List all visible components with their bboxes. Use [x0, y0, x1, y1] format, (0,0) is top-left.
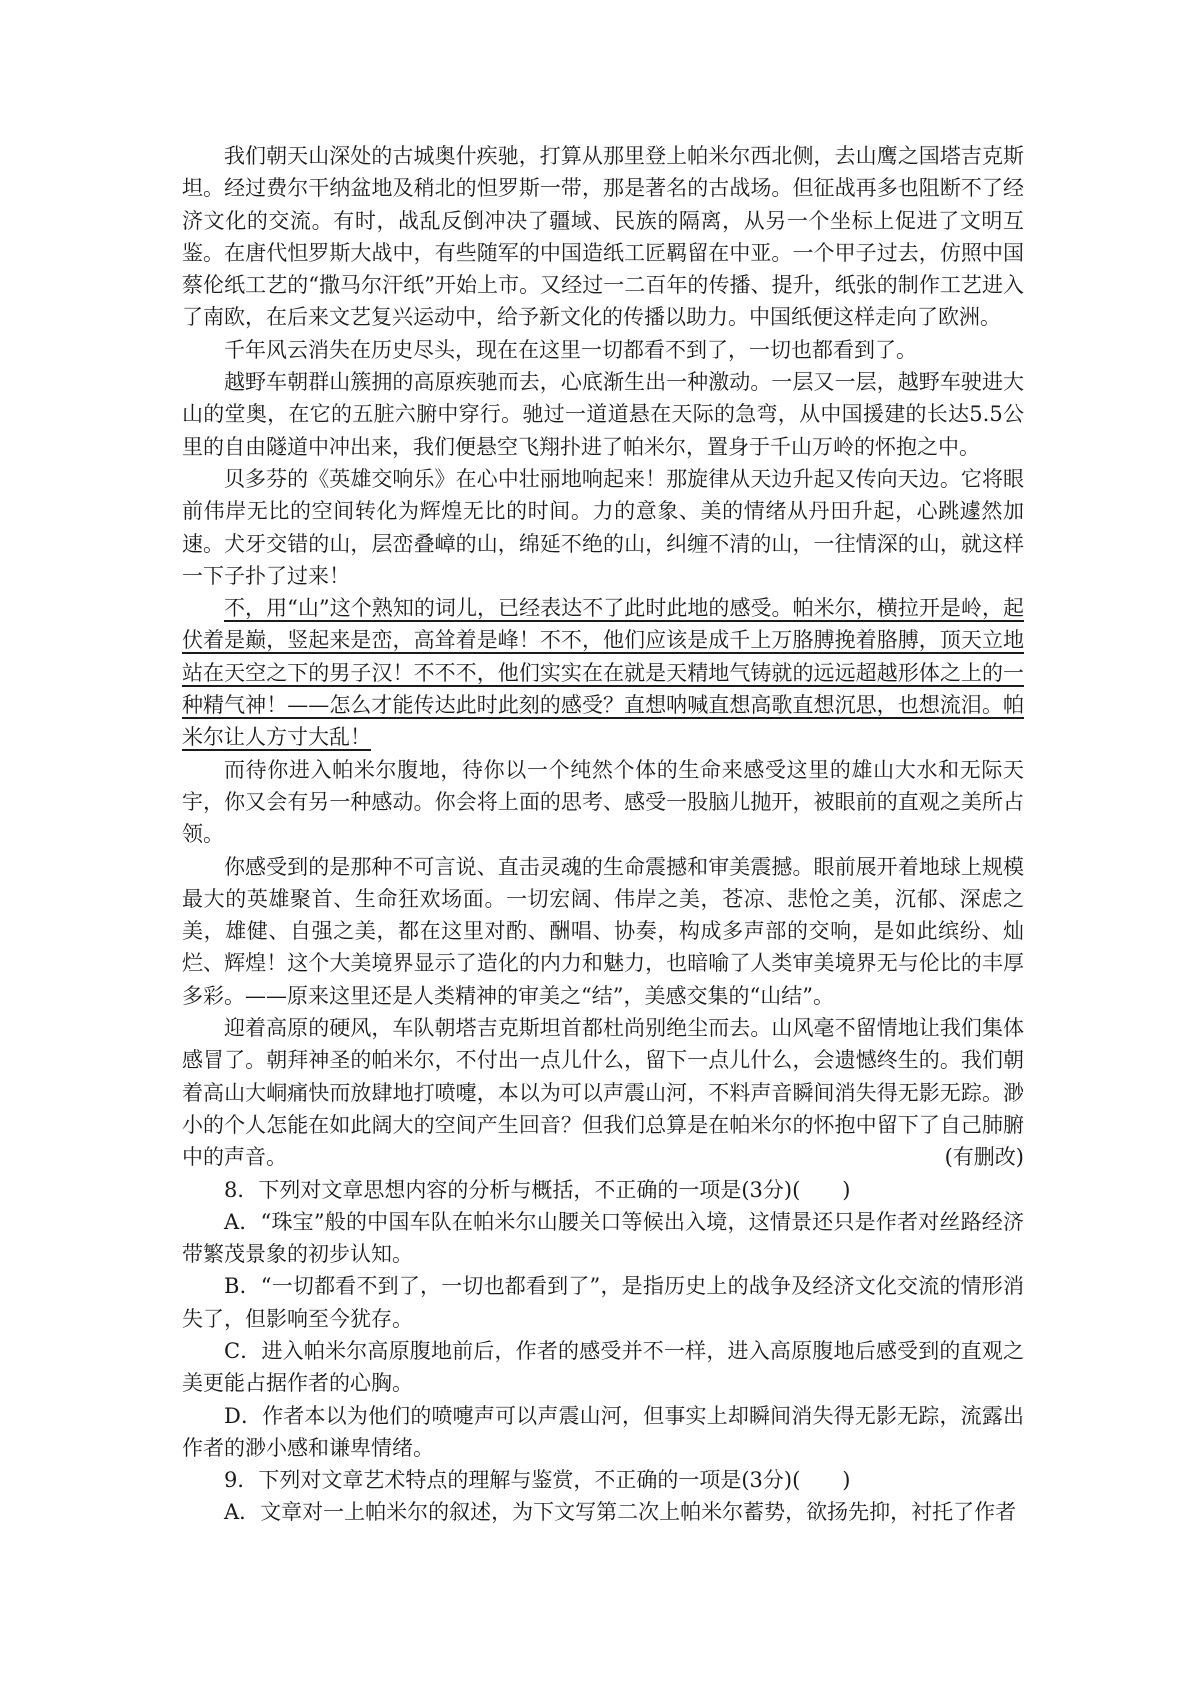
passage-paragraph-7: 你感受到的是那种不可言说、直击灵魂的生命震撼和审美震撼。眼前展开着地球上规模最大的英雄聚首、生命狂欢场面。一切宏阔、伟岸之美，苍凉、悲怆之美，沉郁、深虑之美，雄健、自强之美，都在这里对酌、酬唱、协奏，构成多声部的交响，是如此缤纷、灿烂、辉煌！这个大美境界显示了造化的内力和魅力，也暗喻了人类审美境界无与伦比的丰厚多彩。——原来这里还是人类精神的审美之“结”，美感交集的“山结”。 [182, 854, 1024, 1008]
passage-paragraph-3: 越野车朝群山簇拥的高原疾驰而去，心底渐生出一种激动。一层又一层，越野车驶进大山的堂奥，在它的五脏六腑中穿行。驰过一道道悬在天际的急弯，从中国援建的长达5.5公里的自由隧道中冲出来，我们便悬空飞翔扑进了帕米尔，置身于千山万岭的怀抱之中。 [182, 370, 1024, 459]
passage-paragraph-4: 贝多芬的《英雄交响乐》在心中壮丽地响起来！那旋律从天边升起又传向天边。它将眼前伟岸无比的空间转化为辉煌无比的时间。力的意象、美的情绪从丹田升起，心跳遽然加速。犬牙交错的山，层峦叠嶂的山，绵延不绝的山，纠缠不清的山，一往情深的山，就这样一下子扑了过来！ [182, 466, 1024, 588]
passage-underlined-paragraph [182, 592, 1024, 753]
passage-last-paragraph [182, 1012, 1024, 1173]
question-9-stem: 9．下列对文章艺术特点的理解与鉴赏，不正确的一项是(3分)( ) [224, 1468, 851, 1493]
question-8-stem: 8．下列对文章思想内容的分析与概括，不正确的一项是(3分)( ) [224, 1177, 851, 1202]
question-8-option-a: A．“珠宝”般的中国车队在帕米尔山腰关口等候出入境，这情景还只是作者对丝路经济带繁茂景象的初步认知。 [182, 1209, 1024, 1267]
passage-paragraph-6: 而待你进入帕米尔腹地，待你以一个纯然个体的生命来感受这里的雄山大水和无际天宇，你又会有另一种感动。你会将上面的思考、感受一股脑儿抛开，被眼前的直观之美所占领。 [182, 757, 1024, 847]
passage-paragraph-2: 千年风云消失在历史尽头，现在在这里一切都看不到了，一切也都看到了。 [224, 337, 917, 362]
source-note: (有删改) [944, 1145, 1024, 1170]
question-8-option-d: D．作者本以为他们的喷嚏声可以声震山河，但事实上却瞬间消失得无影无踪，流露出作者的渺小感和谦卑情绪。 [182, 1403, 1024, 1460]
document-page [182, 140, 1024, 1529]
last-paragraph-text: 迎着高原的硬风，车队朝塔吉克斯坦首都杜尚别绝尘而去。山风毫不留情地让我们集体感冒了。朝拜神圣的帕米尔，不付出一点儿什么，留下一点儿什么，会遗憾终生的。我们朝着高山大峒痛快而放肆地打喷嚏，本以为可以声震山河，不料声音瞬间消失得无影无踪。渺小的个人怎能在如此阔大的空间产生回音？但我们总算是在帕米尔的怀抱中留下了自己肺腑中的声音。 [182, 1016, 1024, 1170]
question-8-option-b: B．“一切都看不到了，一切也都看到了”，是指历史上的战争及经济文化交流的情形消失了，但影响至今犹存。 [182, 1274, 1024, 1331]
passage-paragraph-1: 我们朝天山深处的古城奥什疾驰，打算从那里登上帕米尔西北侧，去山鹰之国塔吉克斯坦。经过费尔干纳盆地及稍北的怛罗斯一带，那是著名的古战场。但征战再多也阻断不了经济文化的交流。有时，战乱反倒冲决了疆域、民族的隔离，从另一个坐标上促进了文明互鉴。在唐代怛罗斯大战中，有些随军的中国造纸工匠羁留在中亚。一个甲子过去，仿照中国蔡伦纸工艺的“撒马尔汗纸”开始上市。又经过一二百年的传播、提升，纸张的制作工艺进入了南欧，在后来文艺复兴运动中，给予新文化的传播以助力。中国纸便这样走向了欧洲。 [182, 144, 1024, 330]
question-8-option-c: C．进入帕米尔高原腹地前后，作者的感受并不一样，进入高原腹地后感受到的直观之美更能占据作者的心胸。 [182, 1338, 1024, 1396]
underlined-text: 不，用“山”这个熟知的词儿，已经表达不了此时此地的感受。帕米尔，横拉开是岭，起伏着是巅，竖起来是峦，高耸着是峰！不不，他们应该是成千上万胳膊挽着胳膊，顶天立地站在天空之下的男子汉！不不不，他们实实在在就是天精地气铸就的远远超越形体之上的一种精气神！——怎么才能传达此时此刻的感受？直想呐喊直想高歌直想沉思，也想流泪。帕米尔让人方寸大乱！ [182, 596, 1024, 750]
question-9-option-a: A．文章对一上帕米尔的叙述，为下文写第二次上帕米尔蓄势，欲扬先抑，衬托了作者 [224, 1500, 1017, 1525]
